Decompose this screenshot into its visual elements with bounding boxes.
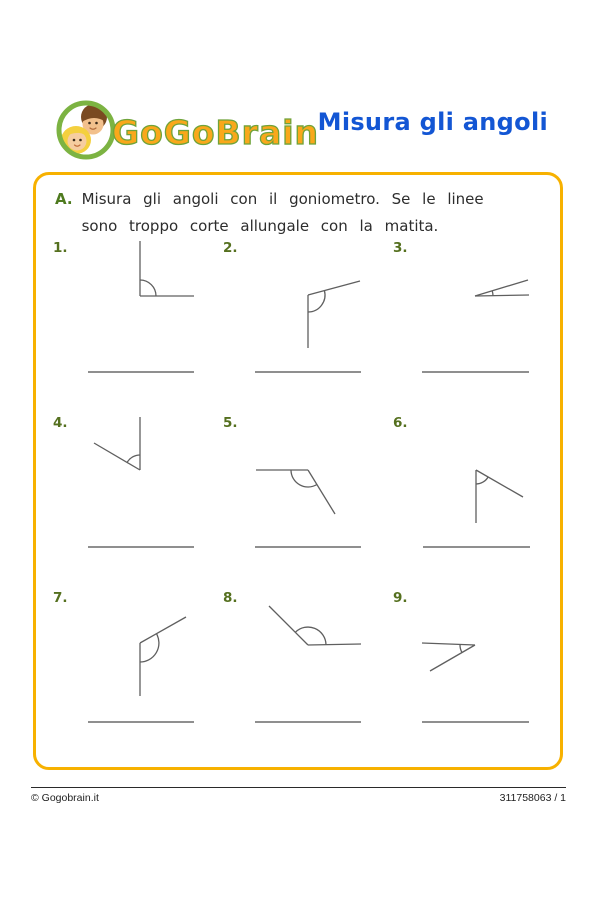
gogobrain-kids-icon: [54, 98, 118, 162]
footer-copyright: © Gogobrain.it: [31, 792, 99, 804]
worksheet-border-box: [33, 172, 563, 770]
exercise-number: 3.: [393, 240, 408, 256]
exercise-cell-6: [388, 413, 558, 585]
angle-arc: [140, 280, 156, 296]
exercise-number: 8.: [223, 590, 238, 606]
answer-line: [422, 721, 529, 723]
exercise-number: 1.: [53, 240, 68, 256]
exercise-cell-2: [218, 238, 388, 410]
instructions: [55, 186, 525, 240]
angle-arc: [476, 477, 488, 484]
angle-diagram: [48, 588, 218, 713]
exercise-cell-9: [388, 588, 558, 760]
footer-divider: [31, 787, 566, 788]
exercise-number: 4.: [53, 415, 68, 431]
angle-arc: [295, 627, 326, 645]
answer-line: [88, 721, 194, 723]
angle-arc: [460, 644, 462, 652]
answer-line: [423, 546, 530, 548]
exercise-cell-8: [218, 588, 388, 760]
instruction-label: A.: [55, 190, 73, 208]
exercise-number: 5.: [223, 415, 238, 431]
angle-diagram: [218, 238, 388, 363]
exercise-cell-3: [388, 238, 558, 410]
answer-line: [255, 721, 361, 723]
angle-diagram: [388, 413, 558, 538]
exercise-number: 9.: [393, 590, 408, 606]
angle-diagram: [48, 413, 218, 538]
page-title: Misura gli angoli: [317, 108, 548, 136]
exercise-cell-7: [48, 588, 218, 760]
angle-diagram: [218, 588, 388, 713]
angle-diagram: [388, 588, 558, 713]
angle-diagram: [48, 238, 218, 363]
angle-diagram: [388, 238, 558, 363]
exercise-number: 7.: [53, 590, 68, 606]
angle-diagram: [218, 413, 388, 538]
instruction-line-2: sono troppo corte allungale con la matita.: [81, 217, 439, 235]
angle-arc: [127, 455, 140, 462]
angle-arc: [492, 291, 493, 296]
answer-line: [255, 546, 361, 548]
answer-line: [255, 371, 361, 373]
instruction-text: [82, 186, 484, 240]
answer-line: [422, 371, 529, 373]
answer-line: [88, 371, 194, 373]
exercise-cell-5: [218, 413, 388, 585]
gogobrain-logo: [54, 98, 319, 162]
exercise-cell-4: [48, 413, 218, 585]
instruction-line-1: Misura gli angoli con il goniometro. Se le linee: [81, 190, 484, 208]
logo-wordmark: GoGoBrain: [112, 112, 320, 152]
answer-line: [88, 546, 194, 548]
exercise-cell-1: [48, 238, 218, 410]
footer-page-ref: 311758063 / 1: [499, 792, 566, 804]
exercise-number: 6.: [393, 415, 408, 431]
exercise-number: 2.: [223, 240, 238, 256]
